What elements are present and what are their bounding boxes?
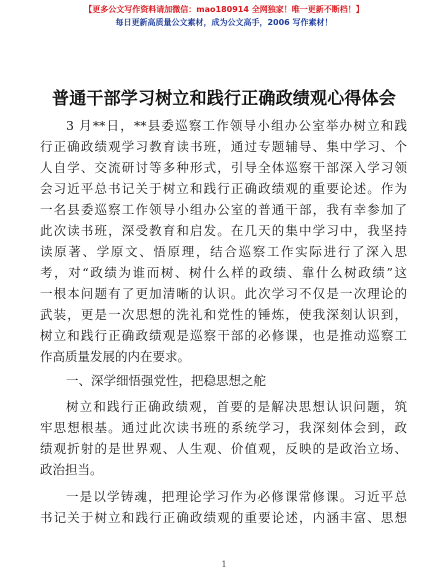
text-line: 人自学、交流研讨等多种形式，引导全体巡察干部深入学习领 xyxy=(40,160,407,175)
text-line: 书记关于树立和践行正确政绩观的重要论述，内涵丰富、思想 xyxy=(40,510,407,525)
text-line: 考，对“政绩为谁而树、树什么样的政绩、靠什么树政绩”这 xyxy=(40,265,407,280)
text-line: 读原著、学原文、悟原理，结合巡察工作实际进行了深入思 xyxy=(40,244,407,259)
text-line: 树立和践行正确政绩观，首要的是解决思想认识问题，筑 xyxy=(66,399,407,414)
text-line: 行正确政绩观学习教育读书班，通过专题辅导、集中学习、个 xyxy=(40,139,407,154)
text-line: 牢思想根基。通过此次读书班的系统学习，我深刻体会到，政 xyxy=(40,420,407,435)
text-line: 此次读书班，深受教育和启发。在几天的集中学习中，我坚持 xyxy=(40,223,407,238)
text-line: 3 月**日，**县委巡察工作领导小组办公室举办树立和践 xyxy=(66,118,407,133)
text-line: 武装，更是一次思想的洗礼和党性的锤炼，使我深刻认识到， xyxy=(40,307,407,322)
text-line: 会习近平总书记关于树立和践行正确政绩观的重要论述。作为 xyxy=(40,181,407,196)
text-line: 政治担当。 xyxy=(40,462,103,477)
text-line: 一是以学铸魂，把理论学习作为必修课常修课。习近平总 xyxy=(66,489,407,504)
text-line: 作高质量发展的内在要求。 xyxy=(40,349,191,364)
text-line: 树立和践行正确政绩观是巡察干部的必修课，也是推动巡察工 xyxy=(40,328,407,343)
text-line: 一名县委巡察工作领导小组办公室的普通干部，我有幸参加了 xyxy=(40,202,407,217)
text-line: 绩观折射的是世界观、人生观、价值观，反映的是政治立场、 xyxy=(40,441,407,456)
document-title: 普通干部学习树立和践行正确政绩观心得体会 xyxy=(52,89,396,109)
promo-line-1: 【更多公文写作资料请加微信：mao180914 全网独家！唯一更新不断档！】 xyxy=(84,5,364,14)
page-number: 1 xyxy=(221,560,227,569)
promo-banner xyxy=(0,0,448,54)
text-line: 一根本问题有了更加清晰的认识。此次学习不仅是一次理论的 xyxy=(40,286,407,301)
promo-line-2: 每日更新高质量公文素材，成为公文高手，2006 写作素材！ xyxy=(115,18,333,27)
section-heading: 一、深学细悟强党性，把稳思想之舵 xyxy=(66,373,267,388)
